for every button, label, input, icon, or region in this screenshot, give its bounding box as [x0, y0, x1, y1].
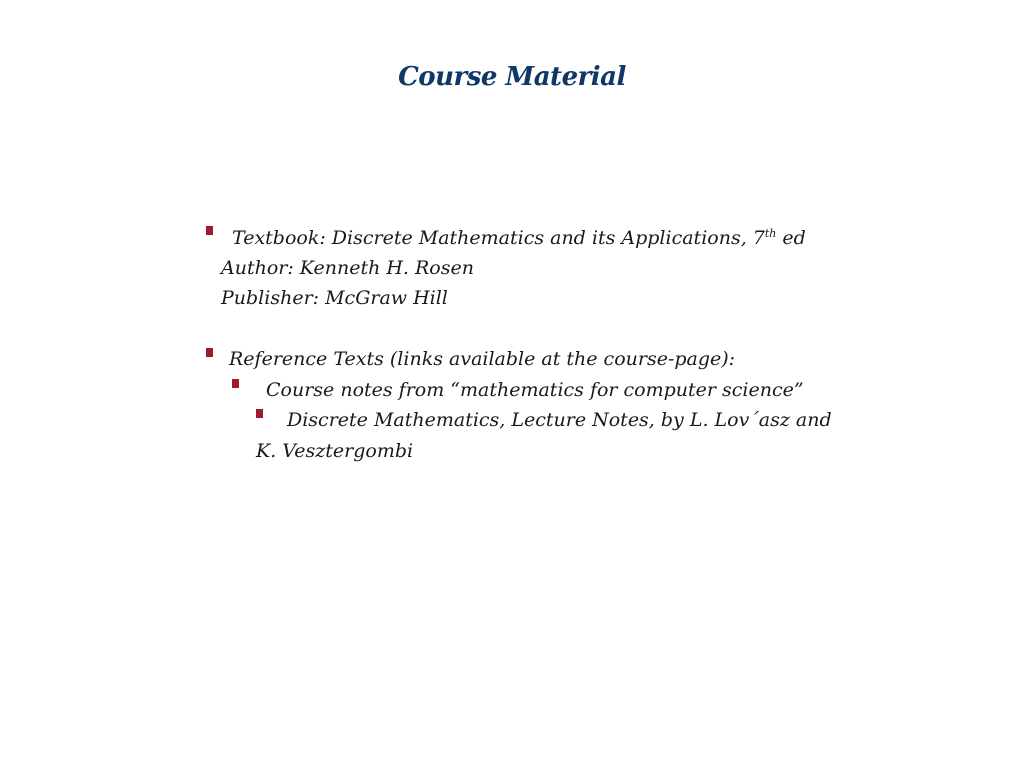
slide-title: Course Material	[398, 62, 626, 92]
reference-item-lecture-notes: Discrete Mathematics, Lecture Notes, by L. Lov´asz and	[287, 409, 832, 431]
bullet-marker-textbook	[206, 226, 213, 235]
bullet-marker-course-notes	[232, 379, 239, 388]
textbook-edition-suffix: th	[764, 227, 777, 240]
reference-item-lecture-notes-continuation: K. Vesztergombi	[256, 440, 414, 462]
textbook-author: Author: Kenneth H. Rosen	[221, 257, 474, 279]
textbook-edition-tail: ed	[776, 227, 806, 249]
bullet-marker-reference	[206, 348, 213, 357]
reference-item-course-notes: Course notes from “mathematics for computer science”	[266, 379, 804, 401]
textbook-label: Textbook: Discrete Mathematics and its Applications, 7	[232, 227, 765, 249]
reference-label: Reference Texts (links available at the course-page):	[229, 348, 736, 370]
textbook-publisher: Publisher: McGraw Hill	[221, 287, 448, 309]
bullet-marker-lecture-notes	[256, 409, 263, 418]
textbook-line	[232, 228, 806, 248]
